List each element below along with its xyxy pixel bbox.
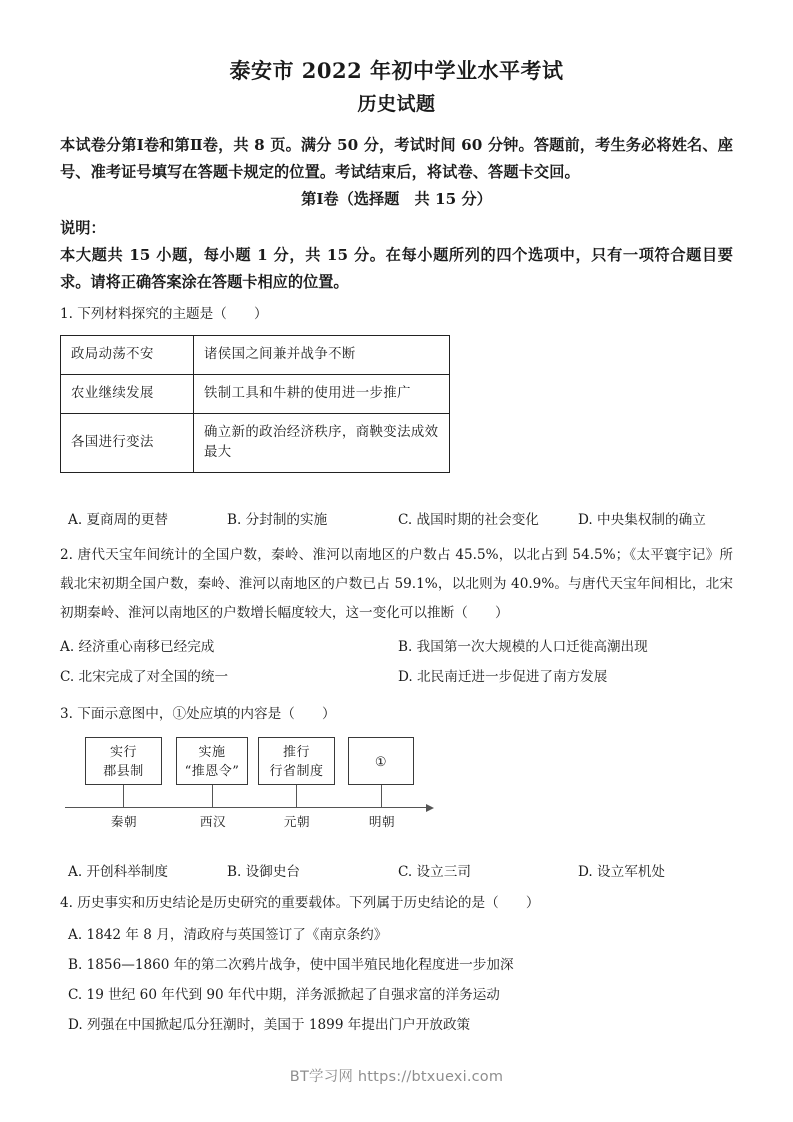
table-cell-detail: 确立新的政治经济秩序，商鞅变法成效最大 xyxy=(194,414,450,473)
option-2-a[interactable]: A. 经济重心南移已经完成 xyxy=(60,639,215,655)
exam-intro-paragraph: 本试卷分第Ⅰ卷和第Ⅱ卷，共 8 页。满分 50 分，考试时间 60 分钟。答题前，考生务必将姓名、座号、准考证号填写在答题卡规定的位置。考试结束后，将试卷、答题卡交回。 xyxy=(60,136,733,181)
option-1-b[interactable]: B. 分封制的实施 xyxy=(227,512,328,528)
question-3-options xyxy=(60,857,733,887)
diagram-box-1-line1: 实行 xyxy=(109,745,137,760)
question-3-stem: 3. 下面示意图中，①处应填的内容是（ ） xyxy=(60,706,336,722)
page-title: 泰安市 2022 年初中学业水平考试 xyxy=(229,58,564,83)
diagram-box-2 xyxy=(176,737,248,785)
instructions-body: 本大题共 15 小题，每小题 1 分，共 15 分。在每小题所列的四个选项中，只有一项符合题目要求。请将正确答案涂在答题卡相应的位置。 xyxy=(60,246,733,291)
diagram-box-3-line1: 推行 xyxy=(282,745,310,760)
table-row xyxy=(61,414,450,473)
option-1-a[interactable]: A. 夏商周的更替 xyxy=(68,512,169,528)
timeline-era-3: 元朝 xyxy=(283,814,311,829)
timeline-tick-3 xyxy=(296,785,297,807)
option-2-d[interactable]: D. 北民南迁进一步促进了南方发展 xyxy=(398,669,608,685)
option-2-c[interactable]: C. 北宋完成了对全国的统一 xyxy=(60,669,229,685)
option-line xyxy=(60,632,733,662)
timeline-tick-1 xyxy=(123,785,124,807)
footer-watermark: BT学习网 https://btxuexi.com xyxy=(289,1069,504,1085)
question-3-timeline-diagram xyxy=(60,737,733,855)
question-1-material-table xyxy=(60,335,450,473)
section-heading-part1: 第Ⅰ卷（选择题 共 15 分） xyxy=(301,190,492,208)
timeline-tick-4 xyxy=(381,785,382,807)
table-cell-detail: 诸侯国之间兼并战争不断 xyxy=(194,336,450,375)
page-subtitle: 历史试题 xyxy=(357,93,436,115)
option-4-b[interactable]: B. 1856—1860 年的第二次鸦片战争，使中国半殖民地化程度进一步加深 xyxy=(68,957,514,973)
diagram-box-3 xyxy=(258,737,335,785)
table-cell-theme: 政局动荡不安 xyxy=(61,336,194,375)
table-cell-detail: 铁制工具和牛耕的使用进一步推广 xyxy=(194,375,450,414)
question-1-options xyxy=(60,508,733,533)
timeline-axis xyxy=(65,807,428,808)
option-1-d[interactable]: D. 中央集权制的确立 xyxy=(578,512,706,528)
question-4-stem: 4. 历史事实和历史结论是历史研究的重要载体。下列属于历史结论的是（ ） xyxy=(60,895,540,911)
option-2-b[interactable]: B. 我国第一次大规模的人口迁徙高潮出现 xyxy=(398,639,648,655)
document-body xyxy=(60,56,733,1040)
question-2-options xyxy=(60,632,733,692)
option-1-c[interactable]: C. 战国时期的社会变化 xyxy=(398,512,539,528)
table-cell-theme: 农业继续发展 xyxy=(61,375,194,414)
table-row xyxy=(61,375,450,414)
table-cell-theme: 各国进行变法 xyxy=(61,414,194,473)
option-3-c[interactable]: C. 设立三司 xyxy=(398,864,471,880)
timeline-era-2: 西汉 xyxy=(199,814,227,829)
question-1-stem: 1. 下列材料探究的主题是（ ） xyxy=(60,306,268,322)
question-2 xyxy=(60,541,733,692)
option-3-d[interactable]: D. 设立军机处 xyxy=(578,864,666,880)
diagram-box-2-line2: “推恩令” xyxy=(184,764,240,779)
option-3-b[interactable]: B. 设御史台 xyxy=(227,864,301,880)
diagram-box-1 xyxy=(85,737,162,785)
timeline-era-4: 明朝 xyxy=(368,814,396,829)
option-4-a[interactable]: A. 1842 年 8 月，清政府与英国签订了《南京条约》 xyxy=(68,927,388,943)
diagram-box-2-line1: 实施 xyxy=(198,745,226,760)
option-3-a[interactable]: A. 开创科举制度 xyxy=(68,864,169,880)
question-4-options xyxy=(60,920,733,1040)
diagram-box-4 xyxy=(348,737,414,785)
question-4 xyxy=(60,891,733,1040)
diagram-box-3-line2: 行省制度 xyxy=(269,764,324,779)
diagram-box-4-placeholder: ① xyxy=(374,755,388,770)
option-line xyxy=(60,662,733,692)
question-2-stem: 2. 唐代天宝年间统计的全国户数，秦岭、淮河以南地区的户数占 45.5%，以北占到 54.5%；《太平寰宇记》所载北宋初期全国户数，秦岭、淮河以南地区的户数已占 59.1%，以北则为 40.9%。与唐代天宝年间相比，北宋初期秦岭、淮河以南地区的户数增长幅度较大，这一变化可以推断（ ） xyxy=(60,547,733,621)
timeline-era-1: 秦朝 xyxy=(110,814,138,829)
option-4-d[interactable]: D. 列强在中国掀起瓜分狂潮时，美国于 1899 年提出门户开放政策 xyxy=(68,1017,471,1033)
option-4-c[interactable]: C. 19 世纪 60 年代到 90 年代中期，洋务派掀起了自强求富的洋务运动 xyxy=(68,987,500,1003)
question-1 xyxy=(60,302,733,533)
timeline-arrow-icon xyxy=(426,804,434,812)
timeline-tick-2 xyxy=(212,785,213,807)
table-row xyxy=(61,336,450,375)
question-3 xyxy=(60,702,733,887)
diagram-box-1-line2: 郡县制 xyxy=(103,764,144,779)
instructions-label: 说明： xyxy=(60,219,106,237)
